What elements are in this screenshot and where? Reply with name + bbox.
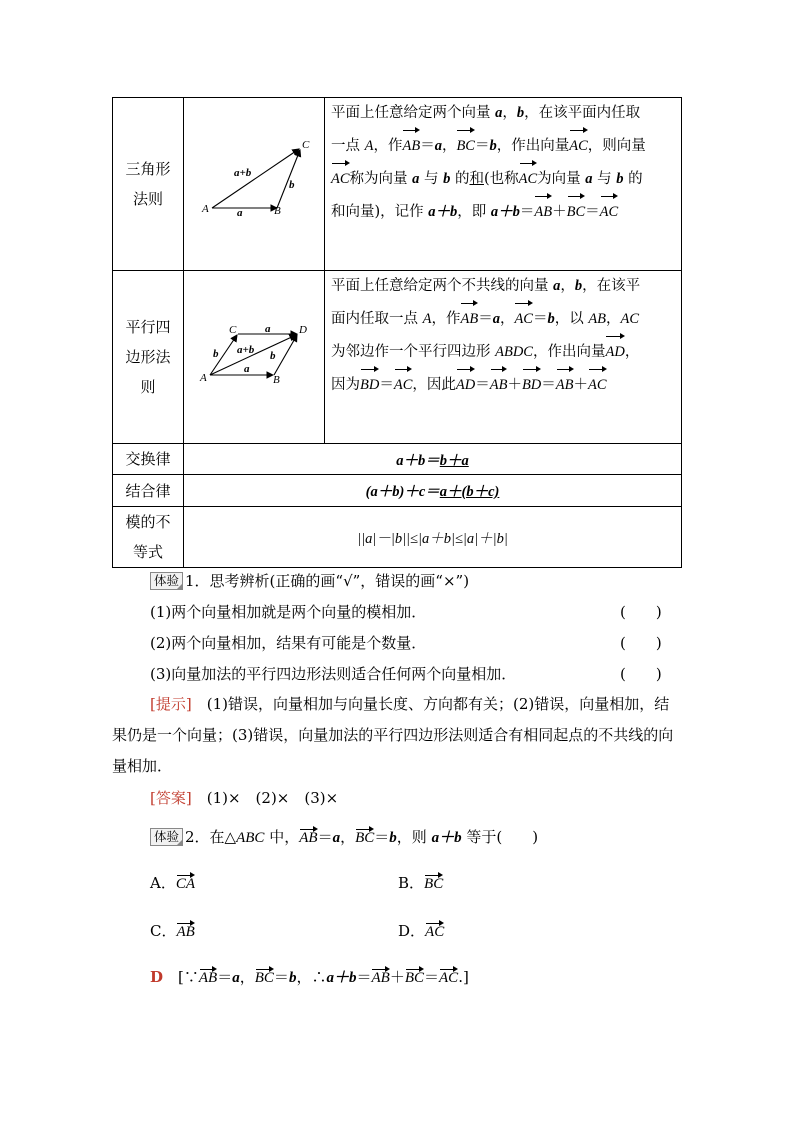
exp1-tag: 体验 (150, 572, 183, 590)
table-row-parallelogram-rule (113, 271, 682, 444)
answer-paren-2[interactable]: ( ) (620, 634, 662, 652)
desc-line: 一点 A，作AB＝a，BC＝b，作出向量AC，则向量 (331, 129, 675, 162)
hint-text: (1)错误，向量相加与向量长度、方向都有关；(2)错误，向量相加，结果仍是一个向量；(3)错误，向量加法的平行四边形法则适合有相同起点的不共线的向量相加． (112, 695, 674, 775)
exp1-hint (112, 689, 682, 782)
triangle-rule-name: 三角形 法则 (113, 98, 184, 271)
desc-line: 平面上任意给定两个向量 a，b，在该平面内任取 (331, 105, 641, 121)
point-d-label: D (299, 324, 307, 336)
vector-a-top-label: a (265, 323, 271, 335)
exp1-item-3: (3)向量加法的平行四边形法则适合任何两个向量相加． (150, 665, 517, 683)
parallelogram-rule-figure (184, 271, 325, 444)
vector-sum-label: a+b (237, 344, 255, 356)
option-d[interactable]: D．AC (398, 922, 445, 940)
point-a-label: A (202, 203, 209, 215)
answer-letter: D (150, 968, 164, 986)
answer-paren-3[interactable]: ( ) (620, 665, 662, 683)
table-row-modulus-inequality (113, 507, 682, 568)
parallelogram-rule-name: 平行四 边形法 则 (113, 271, 184, 444)
vector-b-label: b (289, 179, 295, 191)
vector-b-right-label: b (270, 350, 276, 362)
associative-law-formula: (a＋b)＋c＝a＋(b＋c) (184, 475, 682, 507)
point-b-label: B (273, 374, 280, 386)
point-c-label: C (302, 139, 310, 151)
modulus-inequality-formula: ||a|－|b||≤|a＋b|≤|a|＋|b| (184, 507, 682, 568)
vector-a-label: a (237, 207, 243, 219)
desc-line: 因为BD＝AC，因此AD＝AB＋BD＝AB＋AC (331, 368, 675, 401)
point-b-label: B (274, 205, 281, 217)
exp1-item-2: (2)两个向量相加，结果有可能是个数量． (150, 634, 427, 652)
desc-line: 为邻边作一个平行四边形 ABDC，作出向量AD， (331, 335, 675, 368)
triangle-rule-figure (184, 98, 325, 271)
vector-sum-label: a+b (234, 167, 252, 179)
exp2-tag: 体验 (150, 828, 183, 846)
commutative-law-formula: a＋b＝b＋a (184, 444, 682, 475)
point-a-label: A (200, 372, 207, 384)
answer-paren-1[interactable]: ( ) (620, 603, 662, 621)
option-c[interactable]: C．AB (150, 922, 195, 940)
desc-line: 平面上任意给定两个不共线的向量 a，b，在该平 (331, 278, 641, 294)
answer-label: [答案] (150, 789, 192, 807)
triangle-diagram (184, 98, 324, 270)
option-b[interactable]: B．BC (398, 874, 444, 892)
exp1-answer-line (150, 787, 338, 808)
exp1-title-line (150, 570, 469, 591)
triangle-rule-description (325, 98, 682, 271)
vector-addition-table (112, 97, 682, 568)
exp2-solution: D [∵AB＝a，BC＝b，∴a＋b＝AB＋BC＝AC.] (150, 968, 469, 986)
table-row-triangle-rule (113, 98, 682, 271)
point-c-label: C (229, 324, 237, 336)
parallelogram-rule-description (325, 271, 682, 444)
table-row-commutative (113, 444, 682, 475)
exp1-item-1: (1)两个向量相加就是两个向量的模相加． (150, 603, 427, 621)
parallelogram-diagram (184, 271, 324, 443)
hint-label: [提示] (150, 695, 192, 713)
desc-line: 面内任取一点 A，作AB＝a，AC＝b，以 AB，AC (331, 302, 675, 335)
modulus-inequality-name: 模的不 等式 (113, 507, 184, 568)
associative-law-name: 结合律 (113, 475, 184, 507)
vector-bd-line (274, 335, 297, 375)
commutative-law-name: 交换律 (113, 444, 184, 475)
option-a[interactable]: A．CA (150, 874, 196, 892)
exp2-question: 体验 2．在△ABC 中，AB＝a，BC＝b，则 a＋b 等于( ) (150, 826, 538, 847)
exp1-title: 1．思考辨析(正确的画“√”，错误的画“×”) (185, 572, 470, 590)
desc-line: 和向量)，记作 a＋b，即 a＋b＝AB＋BC＝AC (331, 195, 675, 228)
vector-sum-line (212, 149, 299, 208)
desc-line: AC称为向量 a 与 b 的和(也称AC为向量 a 与 b 的 (331, 162, 675, 195)
table-row-associative (113, 475, 682, 507)
vector-b-left-label: b (213, 348, 219, 360)
vector-a-bottom-label: a (244, 363, 250, 375)
answer-text: (1)× (2)× (3)× (206, 789, 339, 807)
